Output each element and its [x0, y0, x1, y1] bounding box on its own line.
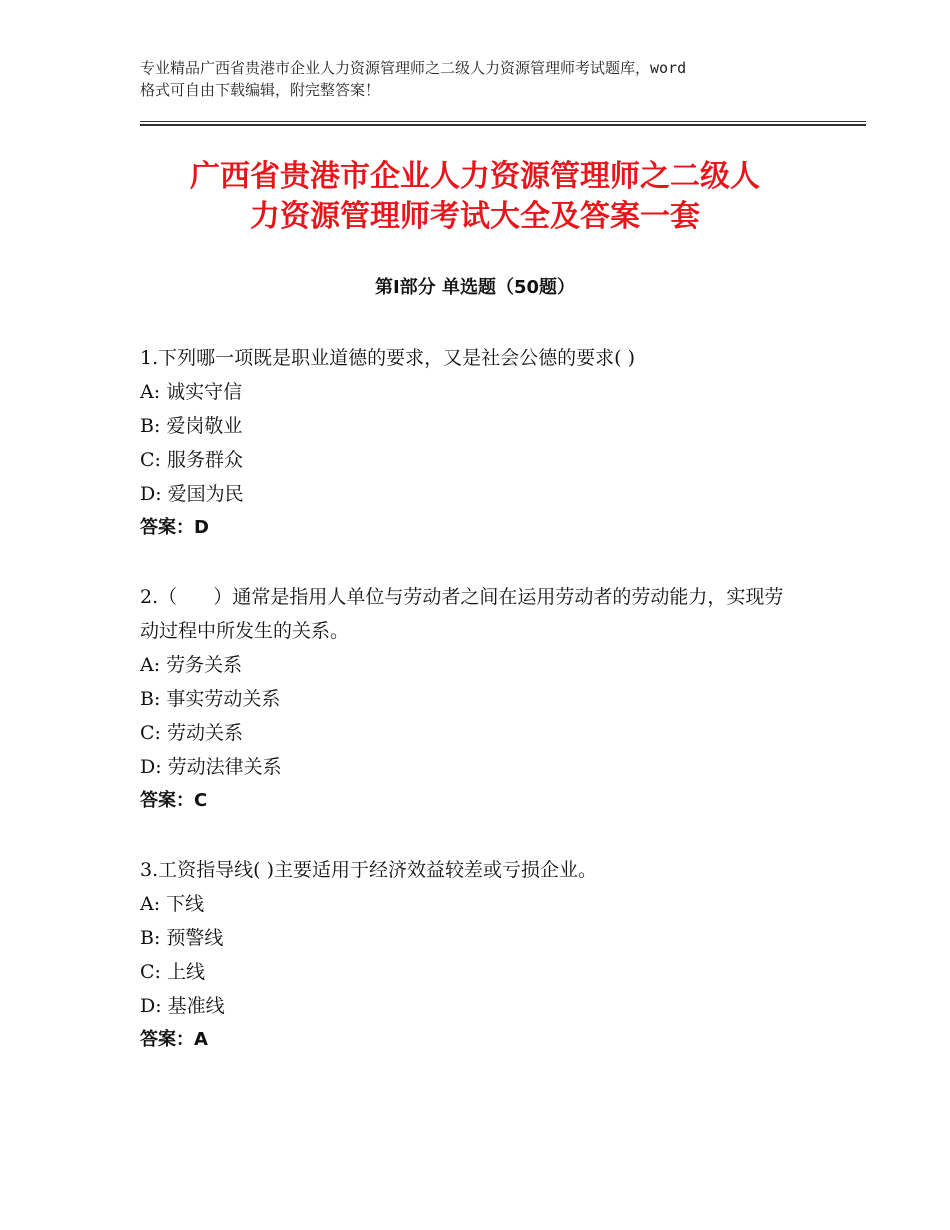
option-b: B: 预警线	[140, 927, 224, 949]
option-c: C: 劳动关系	[140, 722, 243, 744]
document-title-line-2: 力资源管理师考试大全及答案一套	[250, 199, 700, 234]
option-a: A: 下线	[140, 893, 205, 915]
answer-label: 答案：C	[140, 790, 208, 811]
question-3	[140, 853, 800, 1057]
answer-label: 答案：D	[140, 517, 209, 538]
header-note-line-1: 专业精品广西省贵港市企业人力资源管理师之二级人力资源管理师考试题库，word	[140, 59, 687, 77]
question-1	[140, 341, 800, 545]
option-d: D: 爱国为民	[140, 483, 244, 505]
header-note	[140, 57, 830, 101]
option-a: A: 劳务关系	[140, 654, 243, 676]
document-title	[140, 157, 810, 237]
option-b: B: 事实劳动关系	[140, 688, 281, 710]
option-c: C: 服务群众	[140, 449, 243, 471]
answer-label: 答案：A	[140, 1029, 208, 1050]
question-stem: 3.工资指导线( )主要适用于经济效益较差或亏损企业。	[140, 859, 597, 881]
option-d: D: 劳动法律关系	[140, 756, 282, 778]
option-a: A: 诚实守信	[140, 381, 243, 403]
option-c: C: 上线	[140, 961, 205, 983]
question-2	[140, 580, 800, 818]
document-title-line-1: 广西省贵港市企业人力资源管理师之二级人	[190, 159, 760, 194]
header-note-line-2: 格式可自由下载编辑，附完整答案！	[140, 81, 381, 99]
header-rule-thick	[140, 124, 866, 126]
question-stem: 1.下列哪一项既是职业道德的要求，又是社会公德的要求( )	[140, 347, 635, 369]
option-d: D: 基准线	[140, 995, 225, 1017]
question-stem: 2.（ ）通常是指用人单位与劳动者之间在运用劳动者的劳动能力，实现劳动过程中所发生的关系。	[140, 586, 784, 642]
header-rule-thin	[140, 121, 866, 122]
section-heading: 第Ⅰ部分 单选题（50题）	[374, 277, 575, 298]
option-b: B: 爱岗敬业	[140, 415, 243, 437]
